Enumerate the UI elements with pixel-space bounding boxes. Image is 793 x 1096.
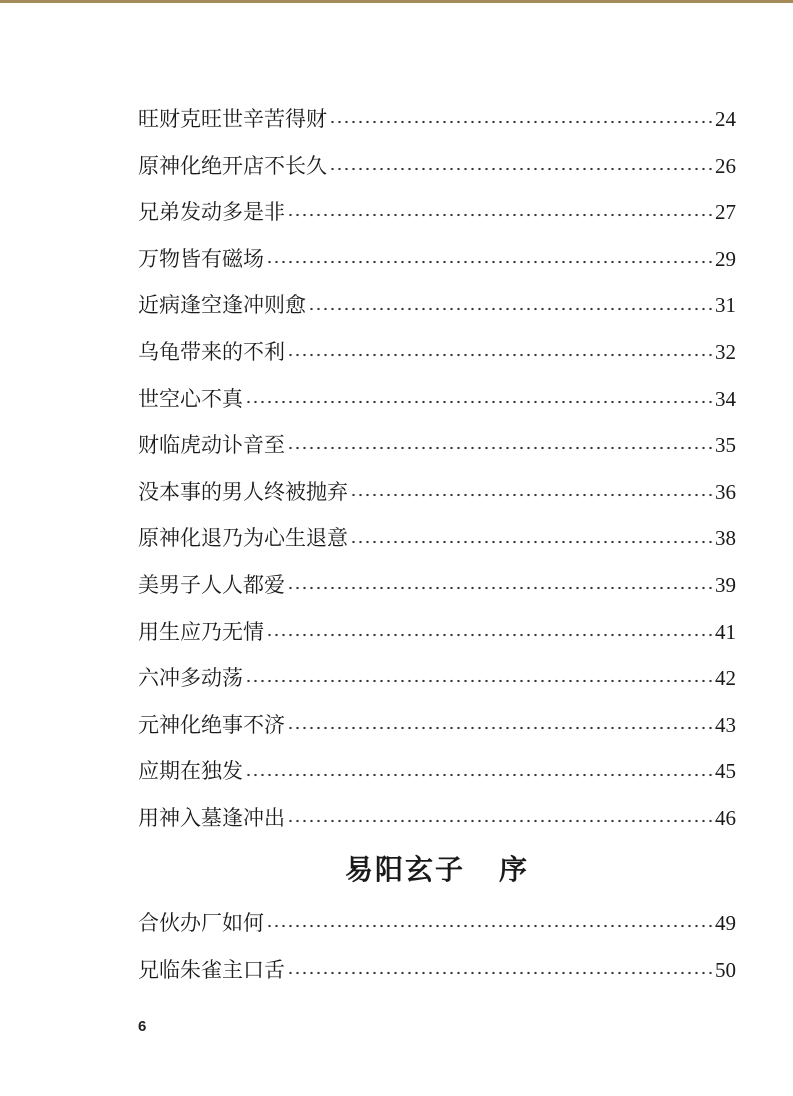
toc-entry[interactable] xyxy=(138,515,736,562)
toc-entry-title: 用生应乃无情 xyxy=(138,619,264,644)
toc-entry-page: 29 xyxy=(715,246,736,271)
section-heading-suffix: 序 xyxy=(499,853,530,886)
toc-entry[interactable] xyxy=(138,376,736,423)
toc-entry-title: 财临虎动讣音至 xyxy=(138,433,285,458)
dot-leader xyxy=(245,679,713,683)
toc-entry-page: 32 xyxy=(715,339,736,364)
toc-entry[interactable] xyxy=(138,189,736,236)
dot-leader xyxy=(287,213,713,217)
dot-leader xyxy=(266,260,713,264)
toc-entry-title: 兄临朱雀主口舌 xyxy=(138,957,285,982)
toc-entry-page: 35 xyxy=(715,433,736,458)
toc-entry-page: 31 xyxy=(715,293,736,318)
toc-entry-title: 万物皆有磁场 xyxy=(138,246,264,271)
dot-leader xyxy=(245,773,713,777)
toc-entry[interactable] xyxy=(138,947,736,994)
toc-entry-page: 45 xyxy=(715,759,736,784)
toc-entry-title: 原神化退乃为心生退意 xyxy=(138,526,348,551)
toc-entry-page: 26 xyxy=(715,153,736,178)
toc-entry-title: 六冲多动荡 xyxy=(138,666,243,691)
toc-entry-title: 美男子人人都爱 xyxy=(138,572,285,597)
dot-leader xyxy=(245,400,713,404)
toc-entry-page: 43 xyxy=(715,712,736,737)
table-of-contents xyxy=(138,96,736,842)
toc-entry-title: 元神化绝事不济 xyxy=(138,712,285,737)
toc-entry[interactable] xyxy=(138,282,736,329)
toc-entry-page: 49 xyxy=(715,911,736,935)
toc-entry-title: 合伙办厂如何 xyxy=(138,911,264,935)
dot-leader xyxy=(287,819,713,823)
toc-entry-page: 34 xyxy=(715,386,736,411)
toc-entry[interactable] xyxy=(138,236,736,283)
toc-entry-page: 41 xyxy=(715,619,736,644)
dot-leader xyxy=(287,586,713,590)
toc-entry-page: 36 xyxy=(715,479,736,504)
top-rule xyxy=(0,0,793,3)
toc-entry-title: 乌龟带来的不利 xyxy=(138,339,285,364)
toc-entry[interactable] xyxy=(138,748,736,795)
toc-entry-page: 50 xyxy=(715,957,736,982)
dot-leader xyxy=(329,120,713,124)
dot-leader xyxy=(266,924,713,928)
toc-entry[interactable] xyxy=(138,422,736,469)
dot-leader xyxy=(287,971,713,975)
section-contents xyxy=(138,900,736,993)
toc-entry[interactable] xyxy=(138,900,736,947)
toc-entry-title: 应期在独发 xyxy=(138,759,243,784)
dot-leader xyxy=(266,633,713,637)
toc-entry[interactable] xyxy=(138,702,736,749)
toc-entry[interactable] xyxy=(138,143,736,190)
toc-entry-title: 兄弟发动多是非 xyxy=(138,200,285,225)
dot-leader xyxy=(287,353,713,357)
page-number: 6 xyxy=(138,1018,147,1035)
toc-entry[interactable] xyxy=(138,655,736,702)
toc-entry-page: 42 xyxy=(715,666,736,691)
toc-entry[interactable] xyxy=(138,609,736,656)
dot-leader xyxy=(350,493,713,497)
toc-entry-page: 39 xyxy=(715,572,736,597)
toc-entry[interactable] xyxy=(138,795,736,842)
toc-entry[interactable] xyxy=(138,329,736,376)
toc-entry-title: 用神入墓逢冲出 xyxy=(138,805,285,830)
toc-entry-title: 世空心不真 xyxy=(138,386,243,411)
toc-entry-page: 27 xyxy=(715,200,736,225)
toc-entry-page: 38 xyxy=(715,526,736,551)
section-heading-name: 易阳玄子 xyxy=(344,853,465,886)
dot-leader xyxy=(350,540,713,544)
dot-leader xyxy=(308,307,713,311)
section-heading xyxy=(138,848,736,888)
toc-entry[interactable] xyxy=(138,562,736,609)
toc-entry-page: 46 xyxy=(715,805,736,830)
dot-leader xyxy=(329,167,713,171)
toc-entry-title: 近病逢空逢冲则愈 xyxy=(138,293,306,318)
toc-entry-title: 没本事的男人终被抛弃 xyxy=(138,479,348,504)
toc-entry-title: 旺财克旺世辛苦得财 xyxy=(138,107,327,131)
dot-leader xyxy=(287,446,713,450)
dot-leader xyxy=(287,726,713,730)
toc-entry-title: 原神化绝开店不长久 xyxy=(138,153,327,178)
toc-entry-page: 24 xyxy=(715,107,736,131)
toc-entry[interactable] xyxy=(138,469,736,516)
toc-entry[interactable] xyxy=(138,96,736,143)
